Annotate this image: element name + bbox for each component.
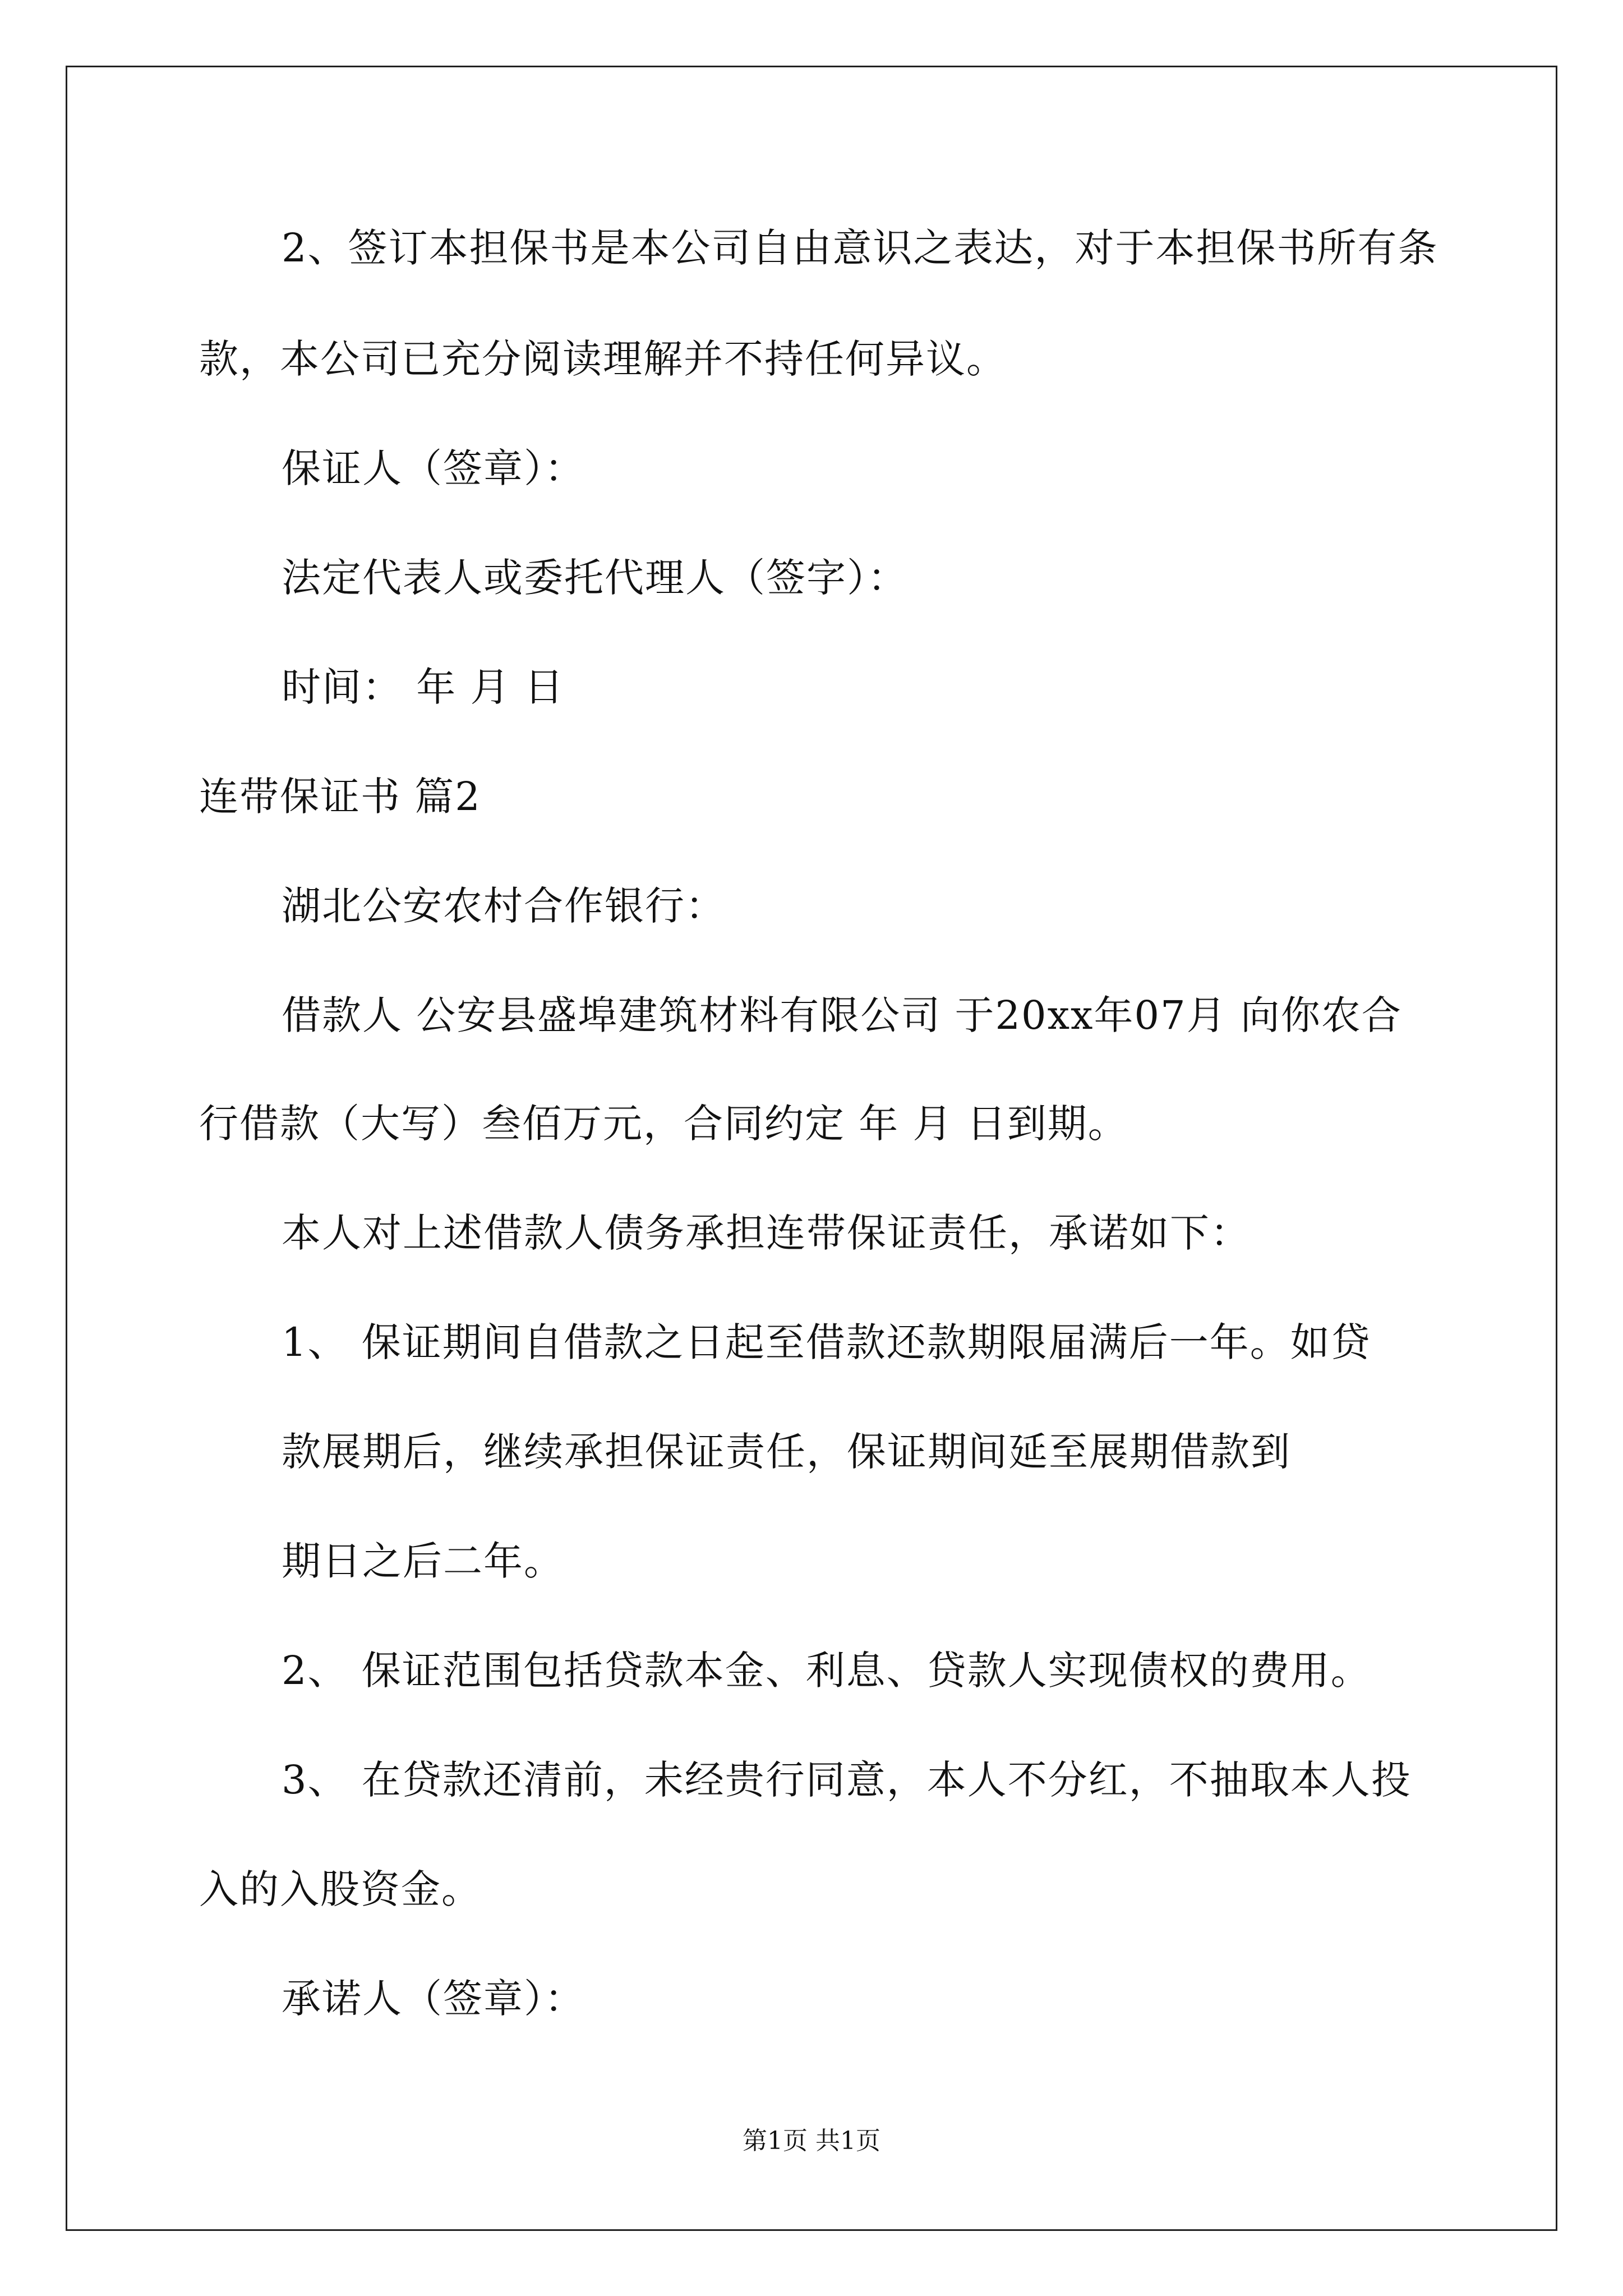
section-heading: 连带保证书 篇2 xyxy=(199,774,481,820)
term-2: 2、 保证范围包括贷款本金、利息、贷款人实现债权的费用。 xyxy=(282,1648,1371,1694)
addressee: 湖北公安农村合作银行： xyxy=(282,883,726,929)
commitment-intro: 本人对上述借款人债务承担连带保证责任，承诺如下： xyxy=(282,1210,1251,1256)
date-label: 时间： 年 月 日 xyxy=(282,664,565,710)
term-1-line-2: 款展期后，继续承担保证责任，保证期间延至展期借款到 xyxy=(282,1429,1291,1475)
guarantor-signature-label: 保证人（签章）： xyxy=(282,445,585,491)
loan-statement-line-2: 行借款（大写）叁佰万元，合同约定 年 月 日到期。 xyxy=(199,1101,1128,1147)
legal-representative-label: 法定代表人或委托代理人（签字）： xyxy=(282,555,908,601)
term-1-line-3: 期日之后二年。 xyxy=(282,1538,564,1584)
clause-2-line-2: 款，本公司已充分阅读理解并不持任何异议。 xyxy=(199,336,1007,382)
term-3-line-1: 3、 在贷款还清前，未经贵行同意，本人不分红，不抽取本人投 xyxy=(282,1757,1412,1803)
term-3-line-2: 入的入股资金。 xyxy=(199,1866,482,1912)
term-1-line-1: 1、 保证期间自借款之日起至借款还款期限届满后一年。如贷 xyxy=(282,1319,1371,1365)
clause-2-line-1: 2、签订本担保书是本公司自由意识之表达，对于本担保书所有条 xyxy=(282,225,1438,271)
promisor-signature-label: 承诺人（签章）： xyxy=(282,1976,585,2022)
loan-statement-line-1: 借款人 公安县盛埠建筑材料有限公司 于20xx年07月 向你农合 xyxy=(282,992,1402,1038)
page-indicator: 第1页 共1页 xyxy=(743,2127,880,2155)
